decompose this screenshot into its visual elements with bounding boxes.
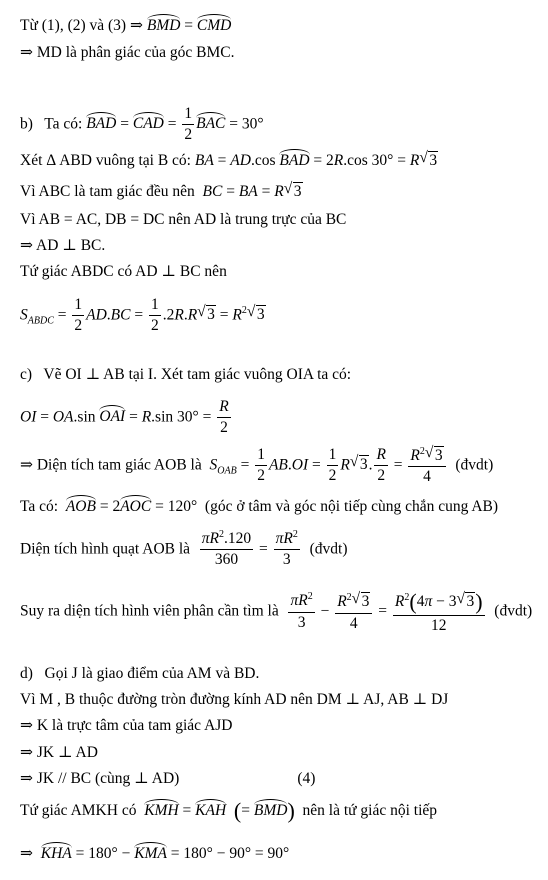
line-part-b-angles: b) Ta có: BAD = CAD = $\frac{1}{2}$ BAC = 30°: [20, 105, 264, 144]
line-part-c: c) Vẽ OI ⊥ AB tại I. Xét tam giác vuông OIA ta có:: [20, 366, 352, 383]
line-orthocenter: ⇒ K là trực tâm của tam giác AJD: [20, 717, 233, 734]
line-bisector: ⇒ MD là phân giác của góc BMC.: [20, 44, 235, 61]
line-jk-perp-ad: ⇒ JK ⊥ AD: [20, 744, 98, 761]
line-quadrilateral-abdc: Tứ giác ABDC có AD ⊥ BC nên: [20, 263, 227, 280]
line-cyclic-quad: Tứ giác AMKH có KMH = KAH (= BMD) nên là tứ giác nội tiếp: [20, 798, 438, 823]
line-equilateral: Vì ABC là tam giác đều nên BC = BA = R√ 3: [20, 182, 303, 200]
line-circle-diameter: Vì M , B thuộc đường tròn đường kính AD nên DM ⊥ AJ, AB ⊥ DJ: [20, 691, 449, 708]
line-sector-area: Diện tích hình quạt AOB là $\frac{\pi R^2.120}{360}$ = $\frac{\pi R^2}{3}$ (đvdt): [20, 528, 348, 569]
line-segment-area: Suy ra diện tích hình viên phân cần tìm là $\frac{\pi R^2}{3}$ − $\frac{R^2√ 3}{4}$ = $\frac{R^2(4\pi - 3√ 3)}{12}$ (đvdt): [20, 590, 532, 634]
line-area-abdc: $S_{ABDC}$ = $\frac{1}{2}$ AD.BC = $\frac{1}{2}$ .2R.R√ $3 = R^2√$ 3: [20, 297, 266, 335]
line-ad-perp-bc: ⇒ AD ⊥ BC.: [20, 237, 106, 254]
line-jk-parallel-bc: ⇒ JK // BC (cùng ⊥ AD) (4): [20, 770, 316, 787]
line-conclusion-angles: Từ (1), (2) và (3) ⇒ BMD = CMD: [20, 17, 232, 34]
line-area-aob: ⇒ Diện tích tam giác AOB là $S_{OAB}$ = $\frac{1}{2}$ AB.OI = $\frac{1}{2}$ R√ 3. $\frac{R}{2}$ = $\frac{R^2√ 3}{4}$ (đvdt): [20, 446, 493, 486]
line-angle-aob: Ta có: AOB = 2AOC = 120° (góc ở tâm và góc nội tiếp cùng chắn cung AB): [20, 498, 499, 515]
line-part-d: d) Gọi J là giao điểm của AM và BD.: [20, 665, 260, 682]
line-oi: OI = OA.sin OAI = R.sin 30° = $\frac{R}{2}$: [20, 398, 229, 437]
line-angle-kha: ⇒ KHA = 180° − KMA = 180° − 90° = 90°: [20, 845, 290, 862]
line-triangle-abd: Xét Δ ABD vuông tại B có: BA = AD.cos BAD = 2R.cos 30° = R√ 3: [20, 151, 438, 169]
line-perpendicular-bisector: Vì AB = AC, DB = DC nên AD là trung trực của BC: [20, 211, 347, 228]
